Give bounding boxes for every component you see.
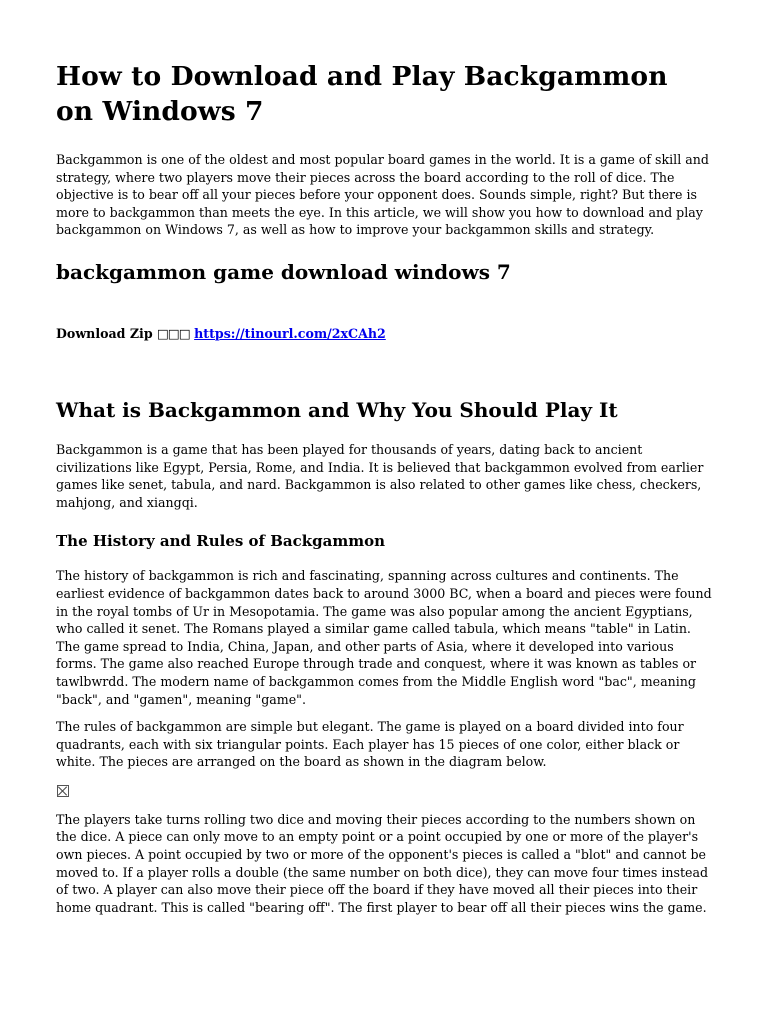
broken-image-icon	[57, 785, 69, 797]
missing-glyph-icon: □□□	[157, 325, 190, 341]
section-heading-history: The History and Rules of Backgammon	[56, 532, 386, 551]
history-paragraph: The history of backgammon is rich and fascinating, spanning across cultures and continents. The earliest evidence of backgammon dates back to around 3000 BC, when a board and pieces were found in the royal tombs of Ur in Mesopotamia. The game was also popular among the ancient Egyptians, who called it senet. The Romans played a similar game called tabula, which means "table" in Latin. The game spread to India, China, Japan, and other parts of Asia, where it developed into various forms. The game also reached Europe through trade and conquest, where it was known as tables or tawlbwrdd. The modern name of backgammon comes from the Middle English word "bac", meaning "back", and "gamen", meaning "game".	[56, 568, 712, 707]
page-title: How to Download and Play Backgammon on Windows 7	[56, 61, 668, 127]
download-link[interactable]: https://tinourl.com/2xCAh2	[194, 325, 386, 341]
rules-paragraph: The rules of backgammon are simple but elegant. The game is played on a board divided into four quadrants, each with six triangular points. Each player has 15 pieces of one color, either black or white. The pieces are arranged on the board as shown in the diagram below.	[56, 719, 684, 770]
download-subtitle: backgammon game download windows 7	[56, 259, 511, 284]
intro-paragraph: Backgammon is one of the oldest and most popular board games in the world. It is a game of skill and strategy, where two players move their pieces across the board according to the roll of dice. The objective is to bear off all your pieces before your opponent does. Sounds simple, right? But there is more to backgammon than meets the eye. In this article, we will show you how to download and play backgammon on Windows 7, as well as how to improve your backgammon skills and strategy.	[56, 152, 709, 238]
section-heading-what: What is Backgammon and Why You Should Play It	[56, 397, 618, 422]
download-label: Download Zip	[56, 325, 153, 341]
diagram-image-placeholder	[56, 785, 714, 811]
what-paragraph: Backgammon is a game that has been played for thousands of years, dating back to ancient civilizations like Egypt, Persia, Rome, and India. It is believed that backgammon evolved from earlier games like senet, tabula, and nard. Backgammon is also related to other games like chess, checkers, mahjong, and xiangqi.	[56, 441, 704, 510]
turns-paragraph: The players take turns rolling two dice and moving their pieces according to the numbers shown on the dice. A piece can only move to an empty point or a point occupied by one or more of the player's own pieces. A point occupied by two or more of the opponent's pieces is called a "blot" and cannot be moved to. If a player rolls a double (the same number on both dice), they can move four times instead of two. A player can also move their piece off the board if they have moved all their pieces into their home quadrant. This is called "bearing off". The first player to bear off all their pieces wins the game.	[56, 811, 709, 915]
download-line	[56, 325, 714, 343]
